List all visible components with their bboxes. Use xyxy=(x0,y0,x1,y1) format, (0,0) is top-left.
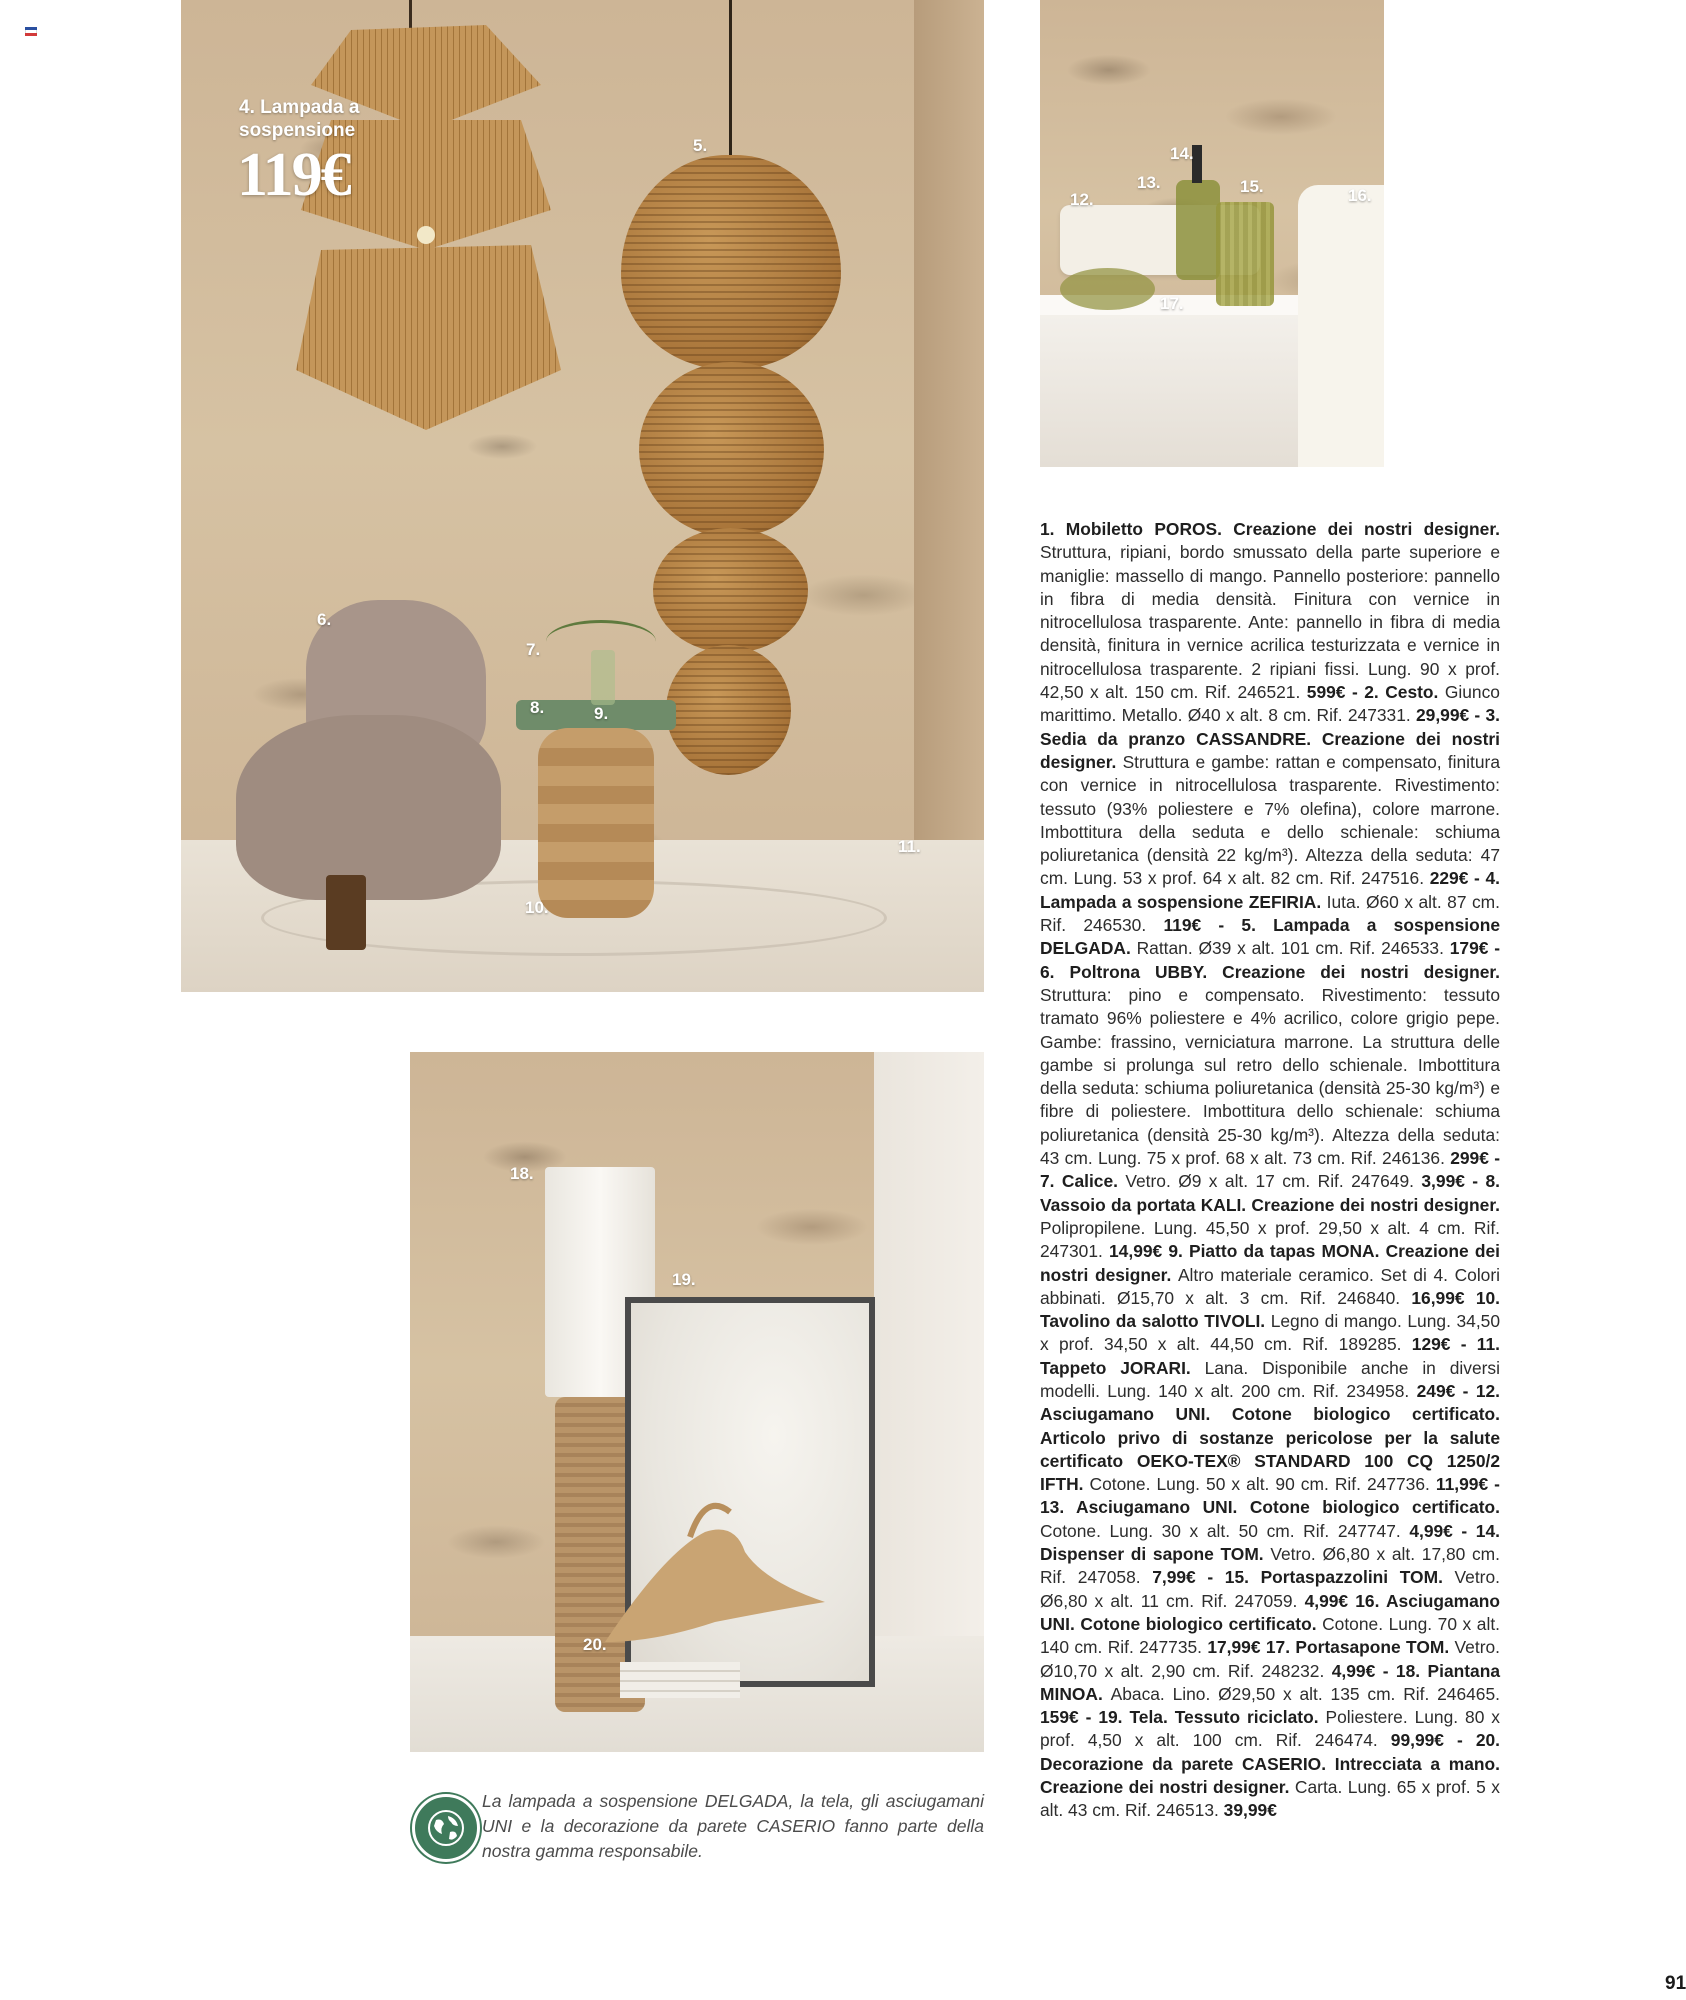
tivoli-table xyxy=(526,700,666,920)
marker-20: 20. xyxy=(583,1635,607,1654)
marker-10: 10. xyxy=(525,898,549,917)
page-number: 91 xyxy=(1665,1973,1686,1994)
product-heading-segment: 99,99€ - 20. Decorazione da parete CASERIO. Intrecciata a mano. Creazione dei nostri designer. xyxy=(1040,1730,1501,1798)
product-detail-segment: Struttura, ripiani, bordo smussato della parte superiore e maniglie: massello di mango. Pannello posteriore: pannello in fibra di media densità. Finitura con vernice in nitrocellulosa trasparente. Ante: pannello in fibra di media densità, finitura in vernice acrilica testurizzata e vernice in nitrocellulosa trasparente. 2 ripiani fissi. Lung. 90 x prof. 42,50 x alt. 150 cm. Rif. 246521. xyxy=(1040,542,1500,703)
marker-15: 15. xyxy=(1240,177,1264,196)
marker-6: 6. xyxy=(317,610,332,629)
bath-counter xyxy=(1040,305,1340,467)
hanging-towel xyxy=(1298,185,1384,467)
marker-18: 18. xyxy=(510,1164,534,1183)
product-heading-segment: 4,99€ 16. Asciugamano UNI. Cotone biologico certificato. xyxy=(1040,1590,1501,1634)
product-detail-segment: Struttura: pino e compensato. Rivestimento: tessuto tramato 96% poliestere e 4% acrilico, colore grigio pepe. Gambe: frassino, verniciatura marrone. La struttura delle gambe si prolunga sul retro dello schienale. Imbottitura della seduta: schiuma poliuretanica (densità 25-30 kg/m³) e fibre di poliestere. Imbottitura dello schienale: schiuma poliuretanica (densità 25-30 kg/m³). Altezza della seduta: 43 cm. Lung. 75 x prof. 68 x alt. 73 cm. Rif. 246136. xyxy=(1040,984,1500,1169)
ubby-armchair xyxy=(236,600,506,950)
product-heading-segment: 16,99€ 10. Tavolino da salotto TIVOLI. xyxy=(1040,1287,1500,1332)
product-heading-segment: 179€ - 6. Poltrona UBBY. Creazione dei nostri designer. xyxy=(1040,938,1501,982)
headline-label: 4. Lampada a sospensione xyxy=(239,97,360,141)
globe-icon xyxy=(426,1808,466,1848)
product-detail-segment: Altro materiale ceramico. Set di 4. Colori abbinati. Ø15,70 x alt. 3 cm. Rif. 246840. xyxy=(1040,1264,1501,1308)
product-heading-segment: 229€ - 4. Lampada a sospensione ZEFIRIA. xyxy=(1040,868,1500,912)
product-detail-segment: Rattan. Ø39 x alt. 101 cm. Rif. 246533. xyxy=(1136,938,1450,959)
product-heading-segment: 249€ - 12. Asciugamano UNI. Cotone biologico certificato. Articolo privo di sostanze pericolose per la salute certificato OEKO-TEX® STANDARD 100 CQ 1250/2 IFTH. xyxy=(1040,1380,1500,1495)
marker-9: 9. xyxy=(594,704,609,723)
product-detail-segment: Carta. Lung. 65 x prof. 5 x alt. 43 cm. Rif. 246513. xyxy=(1040,1777,1501,1821)
marker-8: 8. xyxy=(530,698,545,717)
product-detail-segment: Poliestere. Lung. 80 x prof. 4,50 x alt. 100 cm. Rif. 246474. xyxy=(1040,1707,1500,1751)
product-detail-segment: Cotone. Lung. 70 x alt. 140 cm. Rif. 247735. xyxy=(1040,1613,1501,1658)
headline-price: 119€ xyxy=(237,141,350,209)
product-detail-segment: Lana. Disponibile anche in diversi modelli. Lung. 140 x alt. 200 cm. Rif. 234958. xyxy=(1040,1357,1500,1401)
zefiria-lamp xyxy=(291,0,561,470)
product-detail-segment: Vetro. Ø9 x alt. 17 cm. Rif. 247649. xyxy=(1125,1171,1422,1192)
product-heading-segment: 129€ - 11. Tappeto JORARI. xyxy=(1040,1334,1501,1378)
marker-14: 14. xyxy=(1170,144,1194,163)
product-heading-segment: 14,99€ 9. Piatto da tapas MONA. Creazione dei nostri designer. xyxy=(1040,1241,1500,1285)
product-heading-segment: 4,99€ - 14. Dispenser di sapone TOM. xyxy=(1040,1520,1500,1565)
marker-19: 19. xyxy=(672,1270,696,1289)
product-detail-segment: Giunco marittimo. Metallo. Ø40 x alt. 8 cm. Rif. 247331. xyxy=(1040,682,1500,726)
product-detail-segment: Legno di mango. Lung. 34,50 x prof. 34,50 x alt. 44,50 cm. Rif. 189285. xyxy=(1040,1311,1500,1355)
product-detail-segment: Vetro. Ø10,70 x alt. 2,90 cm. Rif. 248232. xyxy=(1040,1637,1500,1681)
toothbrush-holder xyxy=(1216,202,1274,306)
marker-7: 7. xyxy=(526,640,541,659)
books xyxy=(620,1662,740,1698)
product-heading-segment: 17,99€ 17. Portasapone TOM. xyxy=(1207,1637,1455,1658)
marker-11: 11. xyxy=(898,837,921,856)
product-detail-segment: Cotone. Lung. 30 x alt. 50 cm. Rif. 247747. xyxy=(1040,1520,1410,1541)
product-detail-segment: Cotone. Lung. 50 x alt. 90 cm. Rif. 247736. xyxy=(1089,1474,1436,1495)
product-heading-segment: 11,99€ - 13. Asciugamano UNI. Cotone biologico certificato. xyxy=(1040,1474,1500,1518)
product-heading-segment: 159€ - 19. Tela. Tessuto riciclato. xyxy=(1040,1707,1326,1728)
responsible-range-caption: La lampada a sospensione DELGADA, la tela, gli asciugamani UNI e la decorazione da parete CASERIO fanno parte della nostra gamma responsabile. xyxy=(482,1791,984,1861)
product-detail-segment: Abaca. Lino. Ø29,50 x alt. 135 cm. Rif. 246465. xyxy=(1110,1683,1500,1704)
marker-17: 17. xyxy=(1160,294,1184,313)
product-detail-segment: Iuta. Ø60 x alt. 87 cm. Rif. 246530. xyxy=(1040,891,1500,936)
product-heading-segment: 599€ - 2. Cesto. xyxy=(1306,682,1445,703)
responsible-range-badge xyxy=(412,1794,480,1862)
product-detail-segment: Struttura e gambe: rattan e compensato, finitura con vernice in nitrocellulosa trasparente. Rivestimento: tessuto (93% poliestere e 7% olefina), colore marrone. Imbottitura della seduta e dello schienale: schiuma poliuretanica (densità 22 kg/m³). Altezza della seduta: 47 cm. Lung. 53 x prof. 64 x alt. 82 cm. Rif. 247516. xyxy=(1040,751,1501,889)
soap-dispenser xyxy=(1176,180,1220,280)
soap-dish xyxy=(1060,268,1155,310)
caserio-bird xyxy=(595,1492,835,1662)
product-detail-segment: Polipropilene. Lung. 45,50 x prof. 29,50 x alt. 4 cm. Rif. 247301. xyxy=(1040,1217,1500,1262)
marker-12: 12. xyxy=(1070,190,1094,209)
product-heading-segment: 299€ - 7. Calice. xyxy=(1040,1148,1501,1192)
product-heading-segment: 119€ - 5. Lampada a sospensione DELGADA. xyxy=(1040,915,1500,959)
marker-16: 16. xyxy=(1348,186,1372,205)
main-photo xyxy=(181,0,984,992)
product-heading-segment: 1. Mobiletto POROS. Creazione dei nostri designer. xyxy=(1040,519,1500,539)
product-detail-segment: Vetro. Ø6,80 x alt. 11 cm. Rif. 247059. xyxy=(1040,1567,1500,1611)
bathroom-photo xyxy=(1040,0,1384,467)
product-heading-segment: 39,99€ xyxy=(1223,1800,1277,1821)
product-heading-segment: 3,99€ - 8. Vassoio da portata KALI. Creazione dei nostri designer. xyxy=(1040,1171,1500,1215)
product-heading-segment: 4,99€ - 18. Piantana MINOA. xyxy=(1040,1660,1501,1704)
flag-icon xyxy=(25,27,37,36)
olive-branch xyxy=(541,610,661,710)
product-detail-segment: Vetro. Ø6,80 x alt. 17,80 cm. Rif. 247058. xyxy=(1040,1544,1500,1588)
marker-13: 13. xyxy=(1137,173,1161,192)
marker-5: 5. xyxy=(693,136,708,155)
product-description xyxy=(1040,518,1500,1823)
product-heading-segment: 7,99€ - 15. Portaspazzolini TOM. xyxy=(1152,1567,1455,1588)
lamp-photo xyxy=(410,1052,984,1752)
product-heading-segment: 29,99€ - 3. Sedia da pranzo CASSANDRE. Creazione dei nostri designer. xyxy=(1040,705,1500,772)
